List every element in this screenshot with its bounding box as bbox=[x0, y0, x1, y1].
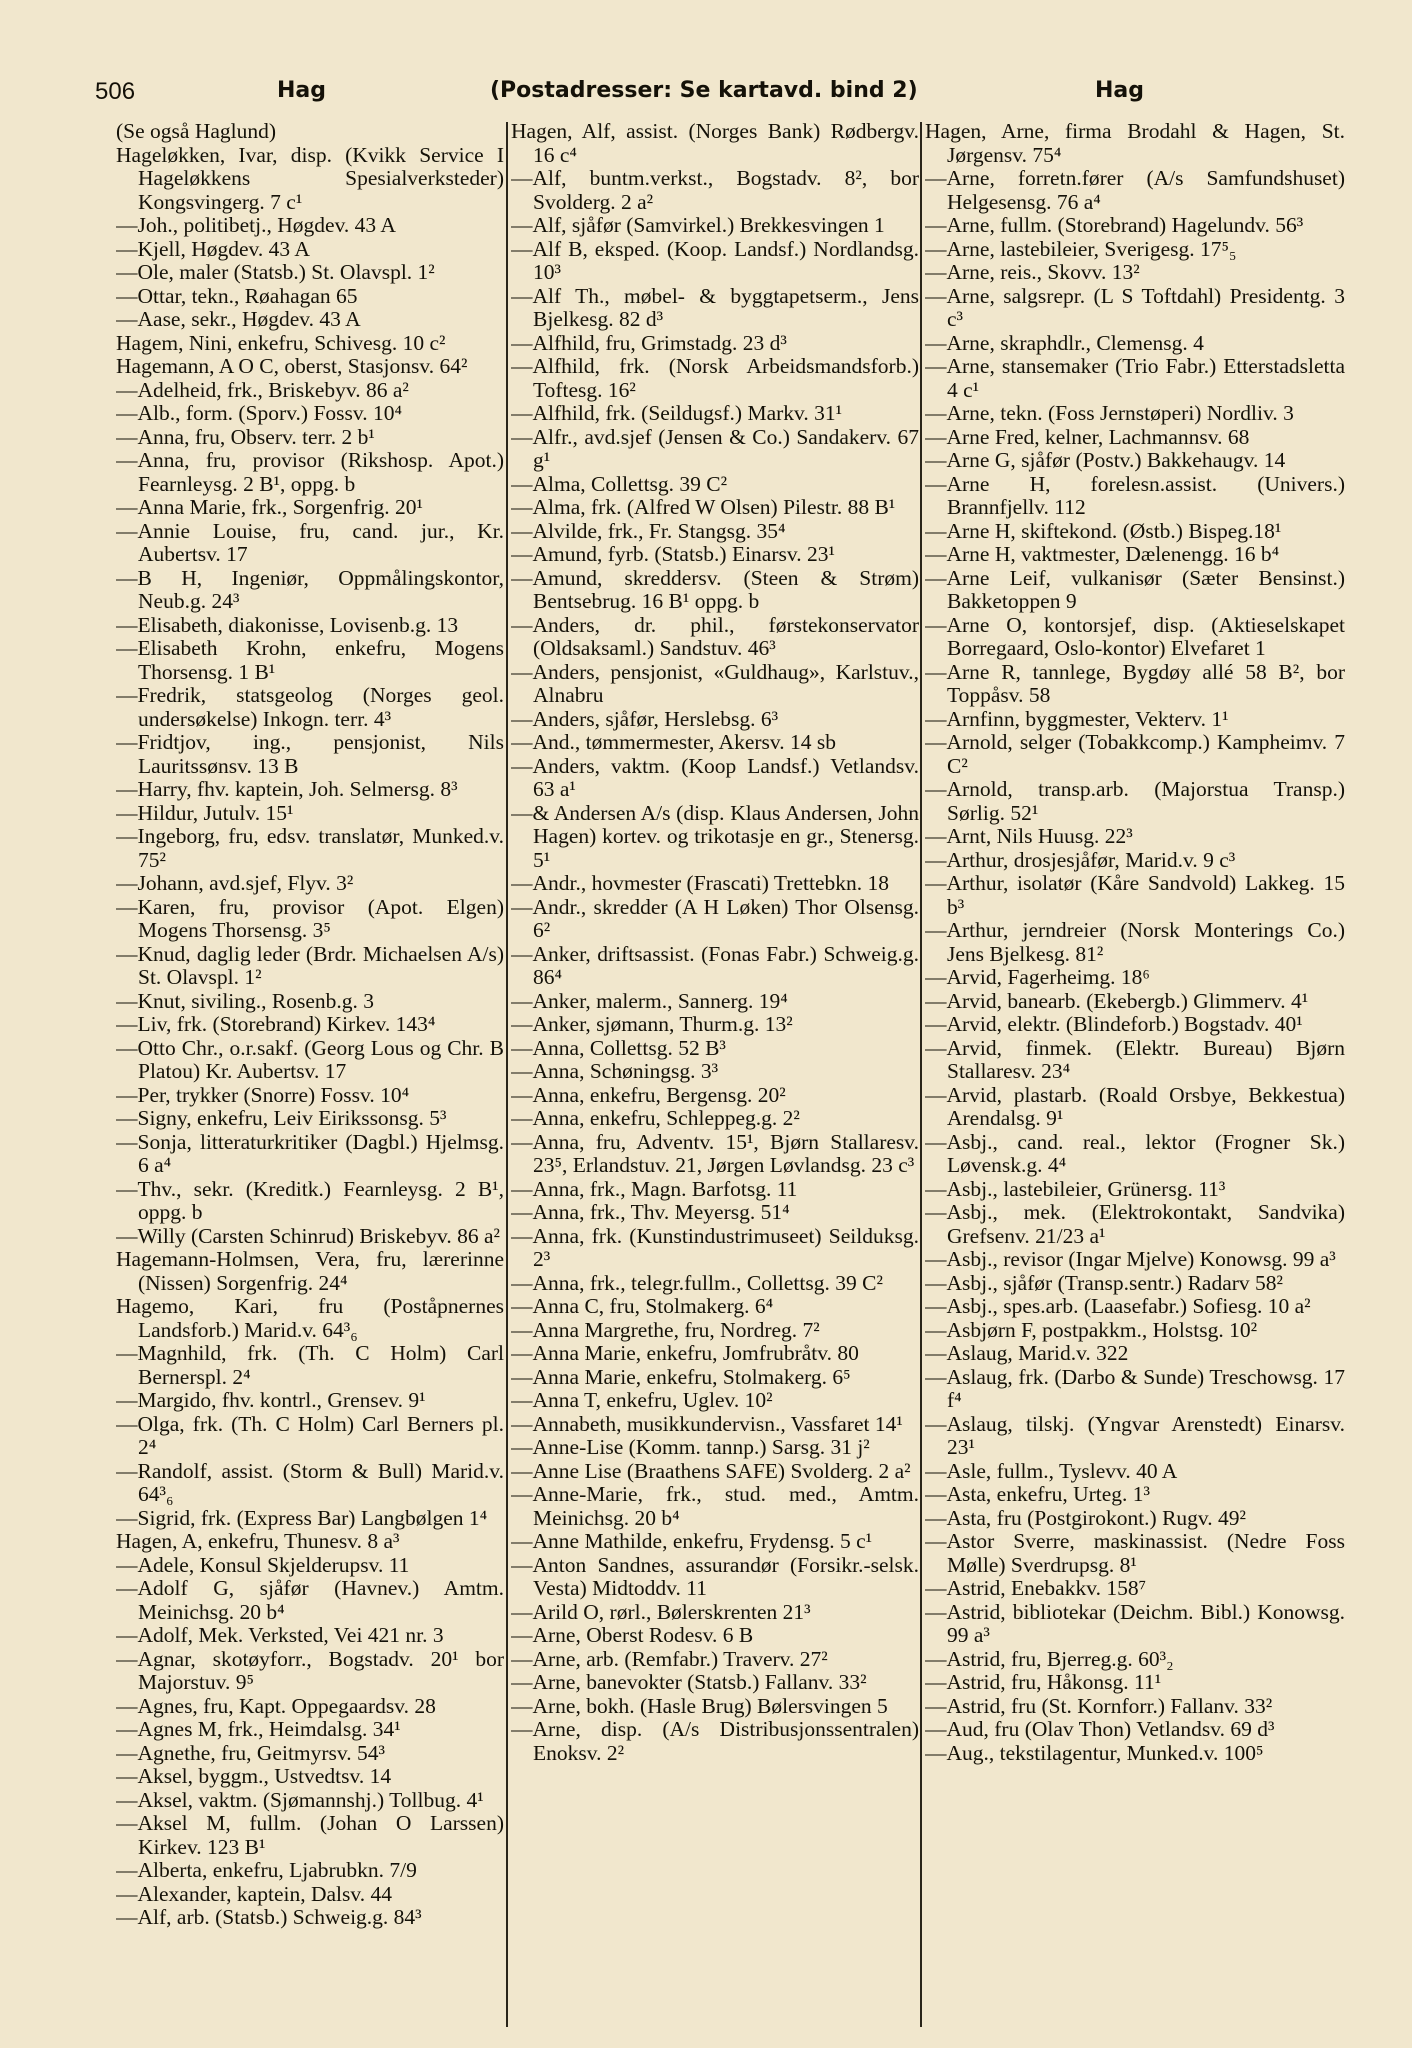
directory-entry: —Alf, arb. (Statsb.) Schweig.g. 84³ bbox=[116, 1905, 422, 1929]
directory-entry: —Per, trykker (Snorre) Fossv. 10⁴ bbox=[116, 1082, 410, 1107]
directory-entry: —Anna Marie, frk., Sorgenfrig. 20¹ bbox=[116, 495, 423, 519]
directory-entry: —Amund, fyrb. (Statsb.) Einarsv. 23¹ bbox=[511, 542, 835, 566]
directory-entry: —Anna, frk., Magn. Barfotsg. 11 bbox=[511, 1176, 798, 1201]
directory-entry: —Anna, enkefru, Schleppeg.g. 2² bbox=[511, 1106, 800, 1130]
directory-entry: —Arnfinn, byggmester, Vekterv. 1¹ bbox=[925, 706, 1229, 731]
directory-entry: —Alberta, enkefru, Ljabrubkn. 7/9 bbox=[116, 1858, 417, 1882]
directory-entry: —Asbjørn F, postpakkm., Holstsg. 10² bbox=[925, 1317, 1258, 1342]
directory-entry: —Anders, pensjonist, «Guldhaug», Karlstuv., Alnabru bbox=[511, 659, 919, 707]
page-header bbox=[95, 78, 1355, 114]
directory-entry: —Elisabeth, diakonisse, Lovisenb.g. 13 bbox=[116, 612, 459, 637]
directory-entry: —Aksel, vaktm. (Sjømannshj.) Tollbug. 4¹ bbox=[116, 1787, 484, 1812]
directory-entry: —Anna, frk., telegr.fullm., Collettsg. 39 C² bbox=[511, 1270, 883, 1295]
directory-entry: —Anders, dr. phil., førstekonservator (Oldsaksaml.) Sandstuv. 46³ bbox=[511, 612, 919, 660]
directory-entry: —Anna, fru, Adventv. 15¹, Bjørn Stallaresv. 23⁵, Erlandstuv. 21, Jørgen Løvlandsg. 23 c³ bbox=[511, 1129, 919, 1177]
directory-entry: —Alvilde, frk., Fr. Stangsg. 35⁴ bbox=[511, 518, 786, 543]
directory-entry: —Arnold, transp.arb. (Majorstua Transp.) Sørlig. 52¹ bbox=[925, 777, 1345, 825]
directory-entry: —Arild O, rørl., Bølerskrenten 21³ bbox=[511, 1599, 811, 1624]
directory-entry: —& Andersen A/s (disp. Klaus Andersen, John Hagen) kortev. og trikotasje en gr., Stenersg. 5¹ bbox=[511, 800, 919, 872]
directory-entry: —Arvid, finmek. (Elektr. Bureau) Bjørn Stallaresv. 23⁴ bbox=[925, 1035, 1345, 1083]
directory-entry: —Arne H, forelesn.assist. (Univers.) Brannfjellv. 112 bbox=[925, 471, 1345, 519]
directory-entry: —Adolf, Mek. Verksted, Vei 421 nr. 3 bbox=[116, 1623, 444, 1647]
directory-entry: —Arne, Oberst Rodesv. 6 B bbox=[511, 1623, 754, 1647]
directory-entry: —Arne, banevokter (Statsb.) Fallanv. 33² bbox=[511, 1670, 867, 1694]
directory-entry: —Ottar, tekn., Røahagan 65 bbox=[116, 283, 358, 308]
directory-entry: —Otto Chr., o.r.sakf. (Georg Lous og Chr. B Platou) Kr. Aubertsv. 17 bbox=[116, 1035, 504, 1083]
column-divider bbox=[506, 122, 508, 2027]
directory-entry: —Arne O, kontorsjef, disp. (Aktieselskapet Borregaard, Oslo-kontor) Elvefaret 1 bbox=[925, 612, 1345, 660]
directory-entry: —Arvid, elektr. (Blindeforb.) Bogstadv. 40¹ bbox=[925, 1012, 1303, 1036]
directory-entry: —Astrid, fru, Håkonsg. 11¹ bbox=[925, 1670, 1162, 1694]
directory-entry: —Anna, Collettsg. 52 B³ bbox=[511, 1035, 726, 1060]
directory-entry: —Arne, disp. (A/s Distribusjonssentralen) Enoksv. 2² bbox=[511, 1717, 919, 1765]
directory-entry: —Arne, forretn.fører (A/s Samfundshuset) Helgesensg. 76 a⁴ bbox=[925, 166, 1345, 214]
directory-entry: —Alfhild, frk. (Seildugsf.) Markv. 31¹ bbox=[511, 401, 843, 425]
directory-entry: —Anne-Lise (Komm. tannp.) Sarsg. 31 j² bbox=[511, 1435, 870, 1459]
directory-entry: —Ingeborg, fru, edsv. translatør, Munked.v. 75² bbox=[116, 824, 504, 872]
directory-entry: —Anne Mathilde, enkefru, Frydensg. 5 c¹ bbox=[511, 1529, 873, 1553]
directory-entry: —Harry, fhv. kaptein, Joh. Selmersg. 8³ bbox=[116, 777, 458, 801]
directory-entry: —Astrid, fru (St. Kornforr.) Fallanv. 33² bbox=[925, 1693, 1273, 1718]
directory-entry: —Arne, tekn. (Foss Jernstøperi) Nordliv. 3 bbox=[925, 401, 1294, 425]
directory-entry: —Arvid, banearb. (Ekebergb.) Glimmerv. 4¹ bbox=[925, 988, 1309, 1013]
directory-entry: —Arthur, isolatør (Kåre Sandvold) Lakkeg. 15 b³ bbox=[925, 871, 1345, 919]
directory-entry: —Arne, bokh. (Hasle Brug) Bølersvingen 5 bbox=[511, 1693, 888, 1718]
directory-entry: —Alfhild, frk. (Norsk Arbeidsmandsforb.) Toftesg. 16² bbox=[511, 354, 919, 402]
directory-entry: Hageløkken, Ivar, disp. (Kvikk Service I Hageløkkens Spesialverksteder) Kongsvingerg. 7 c¹ bbox=[116, 142, 504, 214]
directory-entry: —Arne R, tannlege, Bygdøy allé 58 B², bor Toppåsv. 58 bbox=[925, 659, 1345, 707]
directory-entry: —Alf Th., møbel- & byggtapetserm., Jens Bjelkesg. 82 d³ bbox=[511, 283, 919, 331]
page-number: 506 bbox=[95, 78, 136, 105]
directory-entry: —Asta, fru (Postgirokont.) Rugv. 49² bbox=[925, 1505, 1246, 1530]
directory-entry: —Knud, daglig leder (Brdr. Michaelsen A/s) St. Olavspl. 1² bbox=[116, 941, 504, 989]
directory-entry: Hagen, A, enkefru, Thunesv. 8 a³ bbox=[116, 1529, 400, 1553]
directory-entry: —Sonja, litteraturkritiker (Dagbl.) Hjelmsg. 6 a⁴ bbox=[116, 1129, 504, 1177]
directory-entry: —Aksel M, fullm. (Johan O Larssen) Kirkev. 123 B¹ bbox=[116, 1811, 504, 1859]
directory-entry: —Asta, enkefru, Urteg. 1³ bbox=[925, 1482, 1150, 1506]
directory-entry: —Alf B, eksped. (Koop. Landsf.) Nordlandsg. 10³ bbox=[511, 236, 919, 284]
directory-entry: —Astrid, bibliotekar (Deichm. Bibl.) Konowsg. 99 a³ bbox=[925, 1599, 1345, 1647]
directory-entry: —Johann, avd.sjef, Flyv. 3² bbox=[116, 871, 354, 895]
directory-entry: —Magnhild, frk. (Th. C Holm) Carl Bernerspl. 2⁴ bbox=[116, 1341, 504, 1389]
directory-entry: —Arne, stansemaker (Trio Fabr.) Etterstadsletta 4 c¹ bbox=[925, 354, 1345, 402]
directory-entry: Hagemann, A O C, oberst, Stasjonsv. 64² bbox=[116, 354, 468, 378]
directory-entry: —Asbj., lastebileier, Grünersg. 11³ bbox=[925, 1176, 1226, 1201]
directory-entry: —Anna, frk. (Kunstindustrimuseet) Seilduksg. 2³ bbox=[511, 1223, 919, 1271]
directory-entry: —Fridtjov, ing., pensjonist, Nils Lauritssønsv. 13 B bbox=[116, 730, 504, 778]
directory-entry: —Aase, sekr., Høgdev. 43 A bbox=[116, 307, 361, 331]
directory-entry: —Andr., skredder (A H Løken) Thor Olsensg. 6² bbox=[511, 894, 919, 942]
directory-entry: —Anne Lise (Braathens SAFE) Svolderg. 2 a² bbox=[511, 1458, 911, 1483]
directory-entry: —Arnold, selger (Tobakkcomp.) Kampheimv. 7 C² bbox=[925, 730, 1345, 778]
directory-entry: —Asbj., mek. (Elektrokontakt, Sandvika) Grefsenv. 21/23 a¹ bbox=[925, 1200, 1345, 1248]
directory-entry: —Anna, frk., Thv. Meyersg. 51⁴ bbox=[511, 1200, 790, 1224]
column-3 bbox=[925, 120, 1345, 2030]
directory-entry: —Anker, driftsassist. (Fonas Fabr.) Schweig.g. 86⁴ bbox=[511, 941, 919, 989]
directory-entry: —Anders, vaktm. (Koop Landsf.) Vetlandsv. 63 a¹ bbox=[511, 753, 919, 801]
directory-entry: —Arthur, jerndreier (Norsk Monterings Co.) Jens Bjelkesg. 81² bbox=[925, 918, 1345, 966]
directory-entry: —Arne Fred, kelner, Lachmannsv. 68 bbox=[925, 424, 1250, 449]
directory-entry: —Kjell, Høgdev. 43 A bbox=[116, 236, 310, 261]
directory-entry: —Aslaug, frk. (Darbo & Sunde) Treschowsg. 17 f⁴ bbox=[925, 1364, 1345, 1412]
directory-entry: —Fredrik, statsgeolog (Norges geol. undersøkelse) Inkogn. terr. 4³ bbox=[116, 683, 504, 731]
directory-entry: —Arvid, plastarb. (Roald Orsbye, Bekkestua) Arendalsg. 9¹ bbox=[925, 1082, 1345, 1130]
directory-entry: —Asbj., cand. real., lektor (Frogner Sk.) Løvensk.g. 4⁴ bbox=[925, 1129, 1345, 1177]
directory-entry: —Aksel, byggm., Ustvedtsv. 14 bbox=[116, 1764, 392, 1788]
directory-entry: —Anna, fru, Observ. terr. 2 b¹ bbox=[116, 424, 375, 449]
directory-entry: —Anker, malerm., Sannerg. 19⁴ bbox=[511, 988, 788, 1013]
directory-entry: —Alfr., avd.sjef (Jensen & Co.) Sandakerv. 67 g¹ bbox=[511, 424, 919, 472]
directory-entry: —Anna C, fru, Stolmakerg. 6⁴ bbox=[511, 1294, 774, 1318]
directory-entry: —Anna Marie, enkefru, Stolmakerg. 6⁵ bbox=[511, 1364, 851, 1389]
directory-entry: —Astrid, fru, Bjerreg.g. 60³₂ bbox=[925, 1646, 1174, 1671]
directory-entry: —Arvid, Fagerheimg. 18⁶ bbox=[925, 965, 1150, 989]
directory-entry: —Asbj., revisor (Ingar Mjelve) Konowsg. 99 a³ bbox=[925, 1247, 1336, 1271]
directory-entry: —Asbj., spes.arb. (Laasefabr.) Sofiesg. 10 a² bbox=[925, 1294, 1311, 1318]
directory-entry: —Arnt, Nils Huusg. 22³ bbox=[925, 824, 1133, 848]
directory-entry: —Alf, sjåfør (Samvirkel.) Brekkesvingen 1 bbox=[511, 213, 885, 237]
directory-entry: —Amund, skreddersv. (Steen & Strøm) Bentsebrug. 16 B¹ oppg. b bbox=[511, 565, 919, 613]
directory-entry: —Anna T, enkefru, Uglev. 10² bbox=[511, 1388, 773, 1412]
directory-entry: —Hildur, Jutulv. 15¹ bbox=[116, 800, 294, 825]
directory-entry: —Aud, fru (Olav Thon) Vetlandsv. 69 d³ bbox=[925, 1717, 1275, 1741]
directory-entry: —Arne, reis., Skovv. 13² bbox=[925, 260, 1140, 284]
directory-entry: —Agnes M, frk., Heimdalsg. 34¹ bbox=[116, 1717, 401, 1741]
directory-entry: —Signy, enkefru, Leiv Eirikssonsg. 5³ bbox=[116, 1106, 447, 1130]
directory-entry: —Joh., politibetj., Høgdev. 43 A bbox=[116, 213, 396, 237]
directory-entry: —And., tømmermester, Akersv. 14 sb bbox=[511, 730, 836, 754]
directory-entry: —Alfhild, fru, Grimstadg. 23 d³ bbox=[511, 330, 787, 355]
directory-entry: Hagen, Arne, firma Brodahl & Hagen, St. Jørgensv. 75⁴ bbox=[925, 120, 1345, 167]
directory-entry: —Alb., form. (Sporv.) Fossv. 10⁴ bbox=[116, 401, 402, 425]
directory-entry: Hagemo, Kari, fru (Poståpnernes Landsforb.) Marid.v. 64³₆ bbox=[116, 1294, 504, 1342]
directory-entry: —Agnes, fru, Kapt. Oppegaardsv. 28 bbox=[116, 1693, 436, 1718]
directory-entry: —Arne, salgsrepr. (L S Toftdahl) Presidentg. 3 c³ bbox=[925, 283, 1345, 331]
directory-entry: —Anton Sandnes, assurandør (Forsikr.-selsk. Vesta) Midtoddv. 11 bbox=[511, 1552, 919, 1600]
directory-entry: —Aslaug, Marid.v. 322 bbox=[925, 1341, 1129, 1365]
directory-entry: —Arne, fullm. (Storebrand) Hagelundv. 56³ bbox=[925, 213, 1304, 237]
directory-entry: —Thv., sekr. (Kreditk.) Fearnleysg. 2 B¹, oppg. b bbox=[116, 1176, 504, 1224]
directory-entry: —Anne-Marie, frk., stud. med., Amtm. Meinichsg. 20 b⁴ bbox=[511, 1482, 919, 1530]
directory-entry: —Agnethe, fru, Geitmyrsv. 54³ bbox=[116, 1740, 385, 1765]
directory-entry: —Asbj., sjåfør (Transp.sentr.) Radarv 58² bbox=[925, 1270, 1283, 1295]
directory-entry: —Annie Louise, fru, cand. jur., Kr. Aubertsv. 17 bbox=[116, 518, 504, 566]
column-2 bbox=[511, 120, 919, 2030]
directory-entry: —Randolf, assist. (Storm & Bull) Marid.v. 64³₆ bbox=[116, 1458, 504, 1506]
directory-entry: —Olga, frk. (Th. C Holm) Carl Berners pl. 2⁴ bbox=[116, 1411, 504, 1459]
directory-entry: —Anna Margrethe, fru, Nordreg. 7² bbox=[511, 1317, 820, 1342]
directory-entry: —Adele, Konsul Skjelderupsv. 11 bbox=[116, 1552, 410, 1577]
directory-entry: —Liv, frk. (Storebrand) Kirkev. 143⁴ bbox=[116, 1012, 436, 1036]
directory-entry: —Adolf G, sjåfør (Havnev.) Amtm. Meinichsg. 20 b⁴ bbox=[116, 1576, 504, 1624]
directory-entry: —Arne, lastebileier, Sverigesg. 17⁵₅ bbox=[925, 236, 1237, 261]
directory-entry: —Anna, fru, provisor (Rikshosp. Apot.) Fearnleysg. 2 B¹, oppg. b bbox=[116, 448, 504, 496]
directory-entry: Hagemann-Holmsen, Vera, fru, lærerinne (Nissen) Sorgenfrig. 24⁴ bbox=[116, 1247, 504, 1295]
directory-entry: —Agnar, skotøyforr., Bogstadv. 20¹ bor Majorstuv. 9⁵ bbox=[116, 1646, 504, 1694]
directory-entry: —Sigrid, frk. (Express Bar) Langbølgen 1⁴ bbox=[116, 1505, 488, 1530]
directory-entry: Hagem, Nini, enkefru, Schivesg. 10 c² bbox=[116, 330, 446, 355]
directory-entry: —Karen, fru, provisor (Apot. Elgen) Mogens Thorsensg. 3⁵ bbox=[116, 894, 504, 942]
directory-entry: —Andr., hovmester (Frascati) Trettebkn. 18 bbox=[511, 871, 889, 895]
directory-entry: —Ole, maler (Statsb.) St. Olavspl. 1² bbox=[116, 260, 435, 284]
directory-entry: —Astrid, Enebakkv. 158⁷ bbox=[925, 1576, 1147, 1600]
column-1 bbox=[116, 120, 504, 2030]
center-running-head: (Postadresser: Se kartavd. bind 2) bbox=[490, 78, 918, 103]
directory-entry: —Arne, skraphdlr., Clemensg. 4 bbox=[925, 330, 1204, 355]
column-divider bbox=[920, 122, 922, 2027]
directory-entry: —Arne, arb. (Remfabr.) Traverv. 27² bbox=[511, 1646, 828, 1671]
directory-entry: —Anna, Schøningsg. 3³ bbox=[511, 1059, 719, 1083]
directory-entry: —Anders, sjåfør, Herslebsg. 6³ bbox=[511, 706, 779, 731]
directory-entry: (Se også Haglund) bbox=[116, 120, 277, 143]
directory-entry: —Adelheid, frk., Briskebyv. 86 a² bbox=[116, 377, 409, 402]
directory-entry: Hagen, Alf, assist. (Norges Bank) Rødbergv. 16 c⁴ bbox=[511, 120, 919, 167]
directory-entry: —Anna Marie, enkefru, Jomfrubråtv. 80 bbox=[511, 1341, 859, 1365]
directory-entry: —Annabeth, musikkundervisn., Vassfaret 14¹ bbox=[511, 1411, 903, 1436]
directory-entry: —Arne H, vaktmester, Dælenengg. 16 b⁴ bbox=[925, 542, 1280, 566]
directory-entry: —Elisabeth Krohn, enkefru, Mogens Thorsensg. 1 B¹ bbox=[116, 636, 504, 684]
right-running-head: Hag bbox=[1095, 78, 1145, 103]
directory-entry: —Asle, fullm., Tyslevv. 40 A bbox=[925, 1458, 1178, 1483]
directory-entry: —Aug., tekstilagentur, Munked.v. 100⁵ bbox=[925, 1740, 1264, 1765]
directory-entry: —Anna, enkefru, Bergensg. 20² bbox=[511, 1082, 786, 1107]
directory-entry: —Arne H, skiftekond. (Østb.) Bispeg.18¹ bbox=[925, 518, 1282, 543]
directory-entry: —Arne G, sjåfør (Postv.) Bakkehaugv. 14 bbox=[925, 448, 1286, 472]
directory-entry: —Knut, siviling., Rosenb.g. 3 bbox=[116, 988, 375, 1013]
directory-entry: —Anker, sjømann, Thurm.g. 13² bbox=[511, 1012, 793, 1036]
directory-entry: —Alf, buntm.verkst., Bogstadv. 8², bor Svolderg. 2 a² bbox=[511, 166, 919, 214]
directory-entry: —B H, Ingeniør, Oppmålingskontor, Neub.g. 24³ bbox=[116, 565, 504, 613]
directory-entry: —Astor Sverre, maskinassist. (Nedre Foss Mølle) Sverdrupsg. 8¹ bbox=[925, 1529, 1345, 1577]
directory-entry: —Arne Leif, vulkanisør (Sæter Bensinst.) Bakketoppen 9 bbox=[925, 565, 1345, 613]
directory-entry: —Alma, Collettsg. 39 C² bbox=[511, 471, 728, 496]
directory-entry: —Margido, fhv. kontrl., Grensev. 9¹ bbox=[116, 1388, 426, 1412]
directory-entry: —Willy (Carsten Schinrud) Briskebyv. 86 a² bbox=[116, 1223, 500, 1248]
directory-entry: —Alexander, kaptein, Dalsv. 44 bbox=[116, 1881, 392, 1906]
directory-entry: —Arthur, drosjesjåfør, Marid.v. 9 c³ bbox=[925, 847, 1236, 872]
directory-entry: —Alma, frk. (Alfred W Olsen) Pilestr. 88 B¹ bbox=[511, 495, 896, 519]
left-running-head: Hag bbox=[277, 78, 327, 103]
directory-entry: —Aslaug, tilskj. (Yngvar Arenstedt) Einarsv. 23¹ bbox=[925, 1411, 1345, 1459]
